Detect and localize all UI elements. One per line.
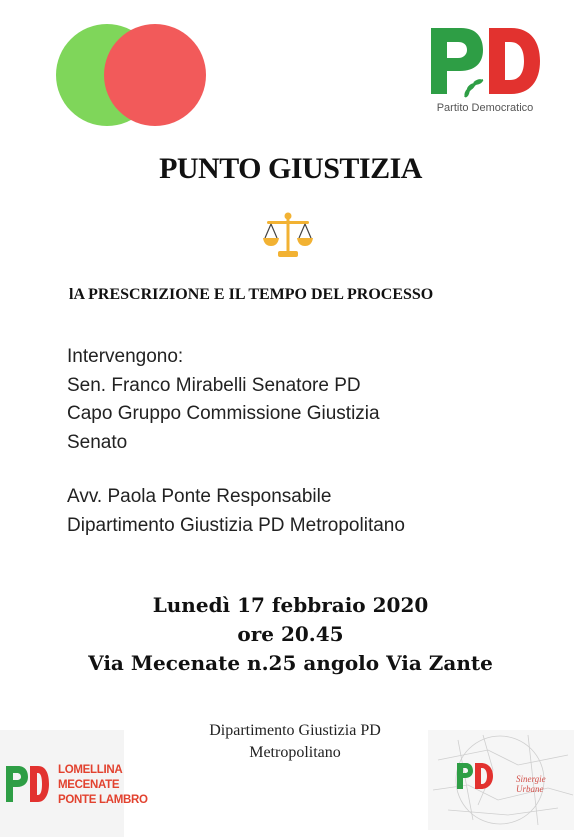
local-line: MECENATE [58,779,120,791]
local-line: LOMELLINA [58,764,123,776]
speaker-line: Capo Gruppo Commissione Giustizia [67,403,380,424]
page-title: PUNTO GIUSTIZIA [159,152,422,185]
subtitle: lA PRESCRIZIONE E IL TEMPO DEL PROCESSO [69,286,434,303]
sinergie-line: Sinergie [516,774,546,784]
event-time: ore 20.45 [237,622,344,646]
pd-logo [427,24,543,120]
speakers-intro: Intervengono: [67,346,184,367]
speaker-line: Senato [67,431,128,453]
speaker-line: Avv. Paola Ponte Responsabile [67,486,332,507]
speakers-block-2 [67,483,537,540]
scales-of-justice-icon [262,211,314,259]
sinergie-line: Urbane [516,784,544,794]
footer-dept-line: Metropolitano [249,744,341,761]
footer-department [170,720,420,764]
speaker-line: Dipartimento Giustizia PD Metropolitano [67,514,405,536]
circles-logo [56,24,206,126]
sinergie-urbane-logo [428,730,574,830]
local-line: PONTE LAMBRO [58,794,148,806]
event-date: Lunedì 17 febbraio 2020 [152,593,429,617]
red-circle [104,24,206,126]
sinergie-text [516,774,546,794]
pd-caption: Partito Democratico [436,102,534,114]
footer-dept-line: Dipartimento Giustizia PD [209,722,381,739]
local-logo-text [58,763,148,808]
event-place: Via Mecenate n.25 angolo Via Zante [88,651,493,675]
speakers-block-1 [67,343,537,457]
local-pd-logo [0,730,148,837]
speaker-line: Sen. Franco Mirabelli Senatore PD [67,374,361,396]
